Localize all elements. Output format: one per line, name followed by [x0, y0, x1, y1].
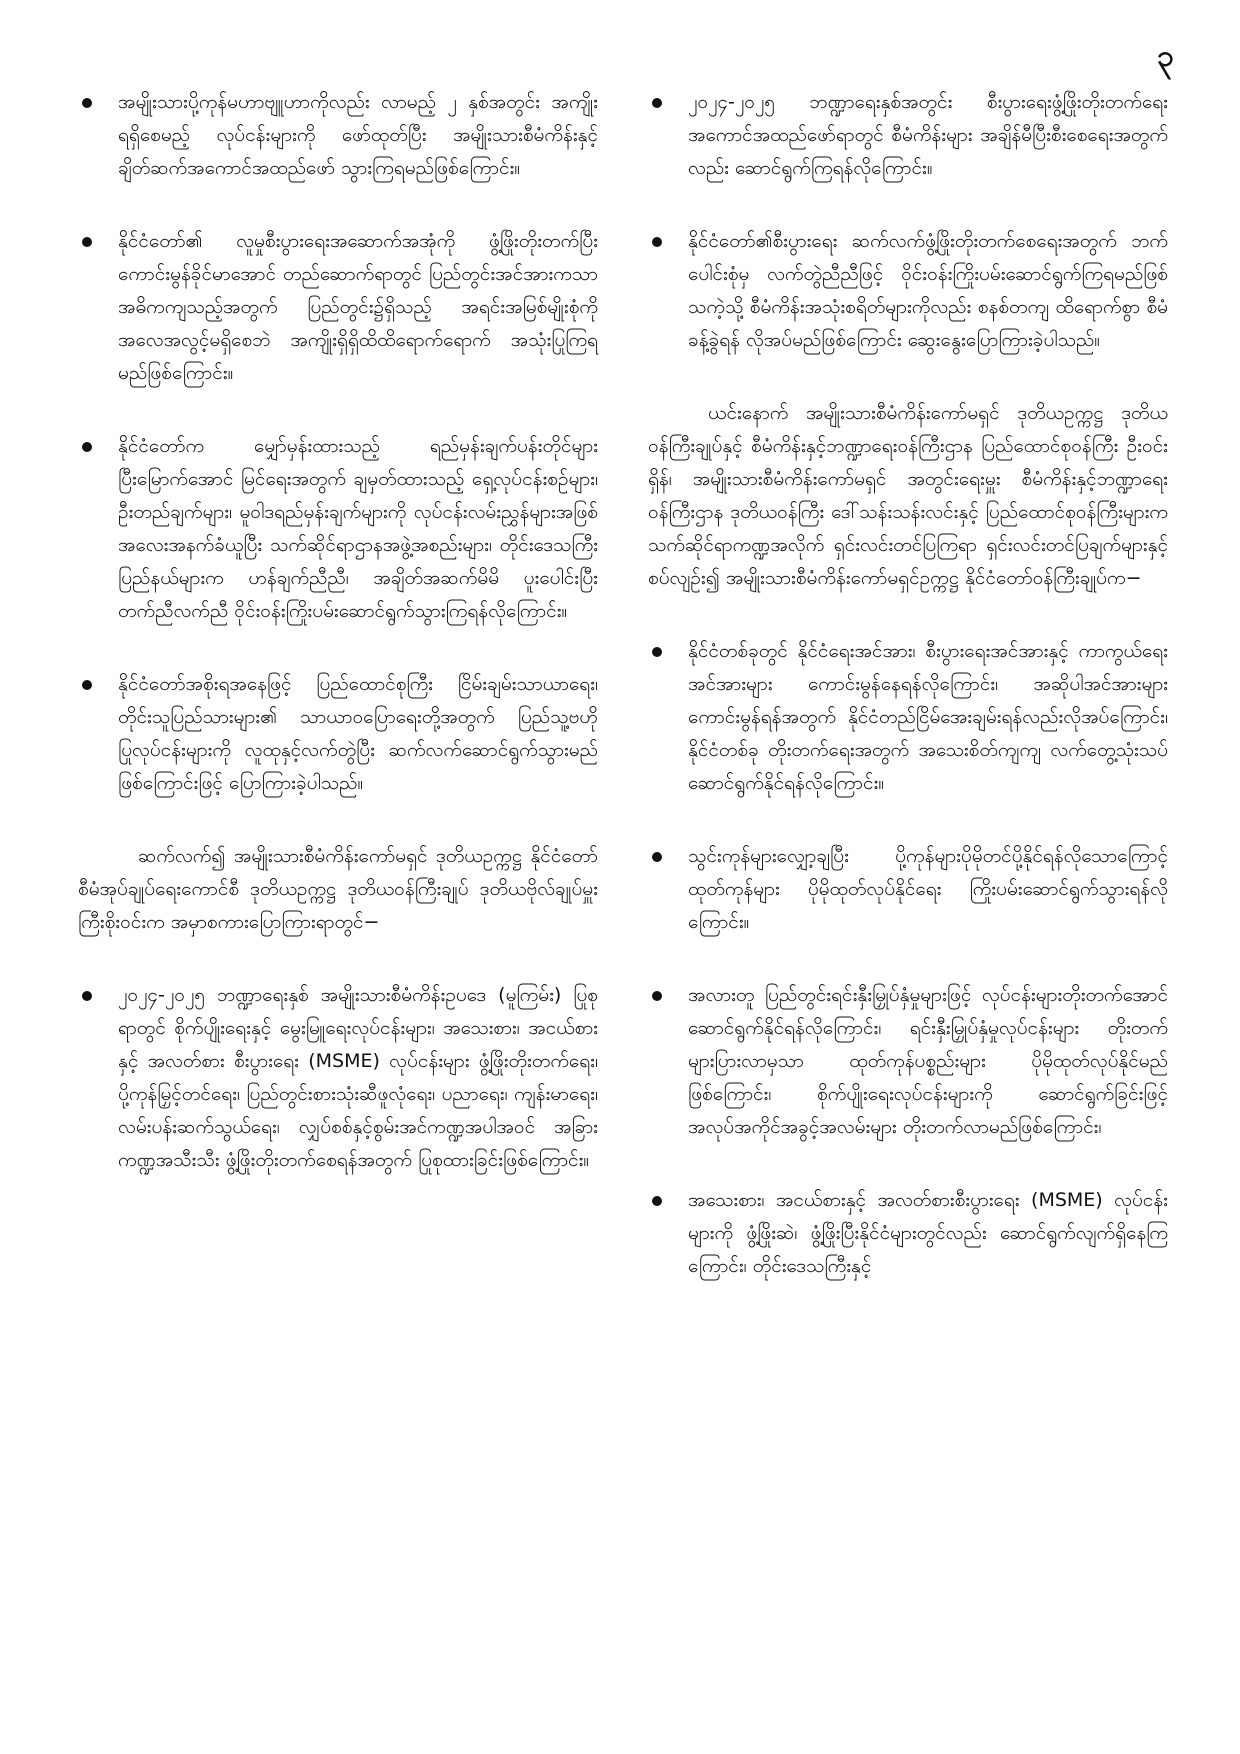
right-bullet-4: [648, 840, 1168, 939]
right-bullet-5: [648, 979, 1168, 1144]
bullet-text: နိုင်ငံတစ်ခုတွင် နိုင်ငံရေးအင်အား၊ စီးပွားရေးအင်အားနှင့် ကာကွယ်ရေးအင်အားများ ကောင်းမွန်နေရန်လိုကြောင်း၊ အဆိုပါအင်အားများ ကောင်းမွန်ရန်အတွက် နိုင်ငံတည်ငြိမ်အေးချမ်းရန်လည်းလိုအပ်ကြောင်း၊နိုင်ငံတစ်ခု တိုးတက်ရေးအတွက် အသေးစိတ်ကျကျ လက်တွေ့သုံးသပ်ဆောင်ရွက်နိုင်ရန်လိုကြောင်း။: [688, 640, 1168, 794]
page-number: ၃: [1157, 39, 1174, 74]
right-bullet-1: [648, 86, 1168, 185]
right-bullet-2: [648, 225, 1168, 357]
right-column: [648, 86, 1168, 1323]
bullet-text: အမျိုးသားပို့ကုန်မဟာဗျူဟာကိုလည်း လာမည့် ၂ နှစ်အတွင်း အကျိုးရရှိစေမည့် လုပ်ငန်းများကို ဖော်ထုတ်ပြီး အမျိုးသားစီမံကိန်းနှင့် ချိတ်ဆက်အကောင်အထည်ဖော် သွားကြရမည်ဖြစ်ကြောင်း။: [118, 91, 598, 179]
right-bullet-3: [648, 635, 1168, 800]
bullet-text: နိုင်ငံတော်၏ လူမှုစီးပွားရေးအဆောက်အအုံကို ဖွံ့ဖြိုးတိုးတက်ပြီး ကောင်းမွန်ခိုင်မာအောင် တည်ဆောက်ရာတွင် ပြည်တွင်းအင်အားကသာ အဓိကကျသည့်အတွက် ပြည်တွင်း၌ရှိသည့် အရင်းအမြစ်မျိုးစုံကို အလေအလွင့်မရှိစေဘဲ အကျိုးရှိရှိထိထိရောက်ရောက် အသုံးပြုကြရမည်ဖြစ်ကြောင်း။: [118, 230, 598, 384]
left-bullet-2: [78, 225, 598, 390]
left-column: [78, 86, 598, 1323]
bullet-text: ၂၀၂၄-၂၀၂၅ ဘဏ္ဍာရေးနှစ်အတွင်း စီးပွားရေးဖွံ့ဖြိုးတိုးတက်ရေး အကောင်အထည်ဖော်ရာတွင် စီမံကိန်းများ အချိန်မီပြီးစီးစေရေးအတွက်လည်း ဆောင်ရွက်ကြရန်လိုကြောင်း။: [688, 91, 1168, 179]
right-bullet-6: [648, 1184, 1168, 1283]
left-paragraph: [78, 840, 598, 939]
two-column-layout: [78, 86, 1168, 1323]
paragraph-text: ဆက်လက်၍ အမျိုးသားစီမံကိန်းကော်မရှင် ဒုတိယဥက္ကဋ္ဌ နိုင်ငံတော်စီမံအုပ်ချုပ်ရေးကောင်စီ ဒုတိယဥက္ကဋ္ဌ ဒုတိယဝန်ကြီးချုပ် ဒုတိယဗိုလ်ချုပ်မှူးကြီးစိုးဝင်းက အမှာစကားပြောကြားရာတွင်−: [78, 845, 598, 933]
left-bullet-4: [78, 668, 598, 800]
bullet-text: ၂၀၂၄-၂၀၂၅ ဘဏ္ဍာရေးနှစ် အမျိုးသားစီမံကိန်းဥပဒေ (မူကြမ်း) ပြုစုရာတွင် စိုက်ပျိုးရေးနှင့် မွေးမြူရေးလုပ်ငန်းများ၊ အသေးစား၊ အငယ်စားနှင့် အလတ်စား စီးပွားရေး (MSME) လုပ်ငန်းများ ဖွံ့ဖြိုးတိုးတက်ရေး၊ ပို့ကုန်မြှင့်တင်ရေး၊ ပြည်တွင်းစားသုံးဆီဖူလုံရေး၊ ပညာရေး၊ ကျန်းမာရေး၊ လမ်းပန်းဆက်သွယ်ရေး၊ လျှပ်စစ်နှင့်စွမ်းအင်ကဏ္ဍအပါအဝင် အခြားကဏ္ဍအသီးသီး ဖွံ့ဖြိုးတိုးတက်စေရန်အတွက် ပြုစုထားခြင်းဖြစ်ကြောင်း။: [118, 984, 598, 1171]
bullet-text: နိုင်ငံတော်အစိုးရအနေဖြင့် ပြည်ထောင်စုကြီး ငြိမ်းချမ်းသာယာရေး၊ တိုင်းသူပြည်သားများ၏ သာယာဝပြောရေးတို့အတွက် ပြည်သူ့ဗဟိုပြုလုပ်ငန်းများကို လူထုနှင့်လက်တွဲပြီး ဆက်လက်ဆောင်ရွက်သွားမည်ဖြစ်ကြောင်းဖြင့် ပြောကြားခဲ့ပါသည်။: [118, 673, 598, 794]
bullet-text: နိုင်ငံတော်၏စီးပွားရေး ဆက်လက်ဖွံ့ဖြိုးတိုးတက်စေရေးအတွက် ဘက်ပေါင်းစုံမှ လက်တွဲညီညီဖြင့် ဝိုင်းဝန်းကြိုးပမ်းဆောင်ရွက်ကြရမည်ဖြစ်သကဲ့သို့ စီမံကိန်းအသုံးစရိတ်များကိုလည်း စနစ်တကျ ထိရောက်စွာ စီမံခန့်ခွဲရန် လိုအပ်မည်ဖြစ်ကြောင်း ဆွေးနွေးပြောကြားခဲ့ပါသည်။: [688, 230, 1168, 351]
left-bullet-1: [78, 86, 598, 185]
paragraph-text: ယင်းနောက် အမျိုးသားစီမံကိန်းကော်မရှင် ဒုတိယဥက္ကဋ္ဌ ဒုတိယဝန်ကြီးချုပ်နှင့် စီမံကိန်းနှင့်ဘဏ္ဍာရေးဝန်ကြီးဌာန ပြည်ထောင်စုဝန်ကြီး ဦးဝင်းရှိန်၊ အမျိုးသားစီမံကိန်းကော်မရှင် အတွင်းရေးမှူး စီမံကိန်းနှင့်ဘဏ္ဍာရေးဝန်ကြီးဌာန ဒုတိယဝန်ကြီး ဒေါ်သန်းသန်းလင်းနှင့် ပြည်ထောင်စုဝန်ကြီးများက သက်ဆိုင်ရာကဏ္ဍအလိုက် ရှင်းလင်းတင်ပြကြရာ ရှင်းလင်းတင်ပြချက်များနှင့်စပ်လျဉ်း၍ အမျိုးသားစီမံကိန်းကော်မရှင်ဥက္ကဋ္ဌ နိုင်ငံတော်ဝန်ကြီးချုပ်က−: [648, 402, 1168, 589]
left-bullet-3: [78, 430, 598, 628]
bullet-text: အသေးစား၊ အငယ်စားနှင့် အလတ်စားစီးပွားရေး (MSME) လုပ်ငန်းများကို ဖွံ့ဖြိုးဆဲ၊ ဖွံ့ဖြိုးပြီးနိုင်ငံများတွင်လည်း ဆောင်ရွက်လျက်ရှိနေကြကြောင်း၊ တိုင်းဒေသကြီးနှင့်: [688, 1189, 1168, 1277]
bullet-text: အလားတူ ပြည်တွင်းရင်းနှီးမြှုပ်နှံမှုများဖြင့် လုပ်ငန်းများတိုးတက်အောင် ဆောင်ရွက်နိုင်ရန်လိုကြောင်း၊ ရင်းနှီးမြှုပ်နှံမှုလုပ်ငန်းများ တိုးတက်များပြားလာမှသာ ထုတ်ကုန်ပစ္စည်းများ ပိုမိုထုတ်လုပ်နိုင်မည်ဖြစ်ကြောင်း၊ စိုက်ပျိုးရေးလုပ်ငန်းများကို ဆောင်ရွက်ခြင်းဖြင့် အလုပ်အကိုင်အခွင့်အလမ်းများ တိုးတက်လာမည်ဖြစ်ကြောင်း၊: [688, 984, 1168, 1138]
bullet-text: သွင်းကုန်များလျှော့ချပြီး ပို့ကုန်များပိုမိုတင်ပို့နိုင်ရန်လိုသောကြောင့် ထုတ်ကုန်များ ပိုမိုထုတ်လုပ်နိုင်ရေး ကြိုးပမ်းဆောင်ရွက်သွားရန်လိုကြောင်း။: [688, 845, 1168, 933]
left-bullet-5: [78, 979, 598, 1177]
bullet-text: နိုင်ငံတော်က မျှော်မှန်းထားသည့် ရည်မှန်းချက်ပန်းတိုင်များ ပြီးမြောက်အောင် မြင်ရေးအတွက် ချမှတ်ထားသည့် ရှေ့လုပ်ငန်းစဉ်များ၊ ဦးတည်ချက်များ၊ မူဝါဒရည်မှန်းချက်များကို လုပ်ငန်းလမ်းညွှန်များအဖြစ် အလေးအနက်ခံယူပြီး သက်ဆိုင်ရာဌာနအဖွဲ့အစည်းများ၊ တိုင်းဒေသကြီးပြည်နယ်များက ဟန်ချက်ညီညီ၊ အချိတ်အဆက်မိမိ ပူးပေါင်းပြီး တက်ညီလက်ညီ ဝိုင်းဝန်းကြိုးပမ်းဆောင်ရွက်သွားကြရန်လိုကြောင်း။: [118, 435, 598, 622]
right-paragraph: [648, 397, 1168, 595]
